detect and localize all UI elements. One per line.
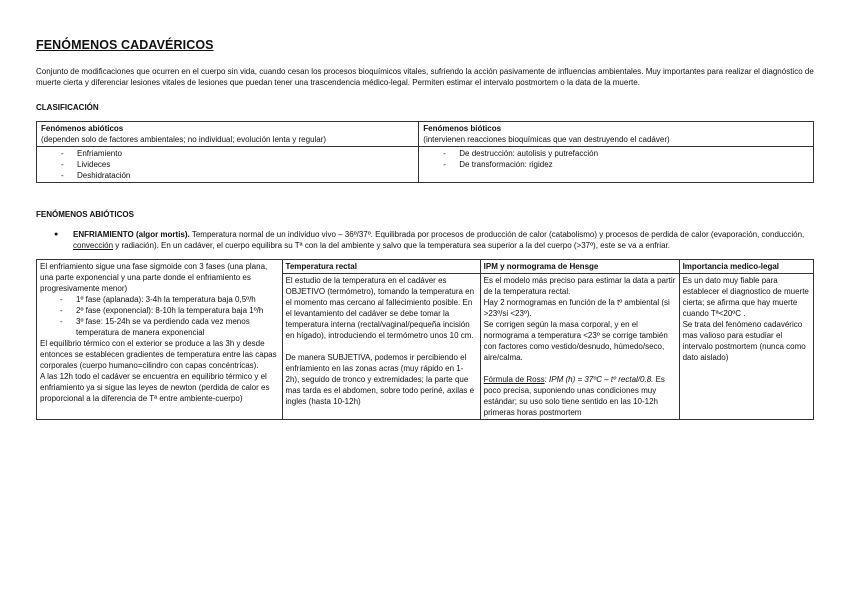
ross-formula-rest: Es poco precisa, suponiendo unas condiciones muy estándar; su uso solo tiene sentido en las 10-12h primeras horas postmortem bbox=[483, 375, 665, 417]
enfriamiento-item bbox=[73, 229, 814, 251]
table-row bbox=[37, 260, 814, 274]
list-item: - 3º fase: 15-24h se va perdiendo cada vez menos temperatura de manera exponencial bbox=[60, 316, 279, 338]
importancia-cell bbox=[679, 274, 813, 420]
abioticos-bullet-list bbox=[36, 229, 814, 251]
table-row bbox=[37, 147, 814, 183]
ipm-paragraph-1: Es el modelo más preciso para estimar la data a partir de la temperatura rectal. bbox=[483, 276, 676, 296]
bioticos-list-cell bbox=[419, 147, 814, 183]
bioticos-title: Fenómenos bióticos bbox=[423, 124, 502, 133]
abioticos-heading: FENÓMENOS ABIÓTICOS bbox=[36, 210, 134, 219]
enfriamiento-text-1: Temperatura normal de un individuo vivo – 36º/37º. Equilibrada por procesos de producción de calor (catabolismo) y procesos de perdida de calor (evaporación, conducción, bbox=[189, 230, 805, 239]
list-item: - Livideces bbox=[61, 159, 414, 170]
clasificacion-heading: CLASIFICACIÓN bbox=[36, 103, 99, 112]
abioticos-header-cell bbox=[37, 122, 419, 147]
bioticos-list bbox=[423, 148, 809, 170]
enfriamiento-label: ENFRIAMIENTO (algor mortis). bbox=[73, 230, 190, 239]
doce-horas-paragraph: A las 12h todo el cadáver se encuentra en equilibrio térmico y el enfriamiento ya si sigue las leyes de newton (perdida de calor es proporcional a la diferencia de Tª entre ambiente-cuerpo) bbox=[40, 372, 270, 403]
sigmoide-cell bbox=[37, 260, 283, 420]
ipm-paragraph-2: Hay 2 normogramas en función de la tº ambiental (si >23º/si <23º). bbox=[483, 298, 670, 318]
conveccion-link: convección bbox=[73, 241, 114, 250]
ipm-paragraph-3: Se corrigen según la masa corporal, y en el normograma a temperatura <23º se corrige también con factores como vestido/desnudo, húmedo/seco, aire/calma. bbox=[483, 320, 668, 362]
document-page bbox=[36, 38, 814, 420]
bioticos-header-cell bbox=[419, 122, 814, 147]
importancia-paragraph-2: Se trata del fenómeno cadavérico mas valioso para estudiar el intervalo postmortem (nunca como dato aislado) bbox=[682, 320, 806, 362]
list-item: - Deshidratación bbox=[61, 170, 414, 181]
abioticos-list bbox=[41, 148, 414, 181]
abioticos-subtitle: (dependen solo de factores ambientales; no individual; evolución lenta y regular) bbox=[41, 135, 327, 144]
enfriamiento-detail-table bbox=[36, 259, 814, 420]
abioticos-list-cell bbox=[37, 147, 419, 183]
subjetiva-paragraph: De manera SUBJETIVA, podemos ir percibiendo el enfriamiento en las zonas acras (muy rápido en 1-2h), seguido de tronco y extremidades; la parte que mas tarda es el abdomen, sobre todo periné, axilas e ingles (hasta 10-12h) bbox=[285, 353, 475, 406]
objetivo-paragraph: El estudio de la temperatura en el cadáver es OBJETIVO (termómetro), tomando la temperatura en el momento mas cercano al fallecimiento posible. En el levantamiento del cadáver se debe tomar la temperatura interna (rectal/vaginal/pequeña incisión en hígado), introduciendo el termómetro unos 10 cm. bbox=[285, 276, 475, 340]
list-item: - De transformación: rigidez bbox=[443, 159, 809, 170]
temperatura-rectal-cell bbox=[282, 274, 480, 420]
importancia-header: Importancia medico-legal bbox=[679, 260, 813, 274]
phases-list bbox=[40, 294, 279, 338]
clasificacion-table bbox=[36, 121, 814, 183]
list-item: - 2º fase (exponencial): 8-10h la temperatura baja 1º/h bbox=[60, 305, 279, 316]
list-item: - 1º fase (aplanada): 3-4h la temperatura baja 0,5º/h bbox=[60, 294, 279, 305]
intro-paragraph: Conjunto de modificaciones que ocurren en el cuerpo sin vida, cuando cesan los procesos bioquímicos vitales, sufriendo la acción pasivamente de influencias ambientales. Muy importantes para realizar el diagnóstico de muerte cierta y diferenciar lesiones vitales de lesiones que puedan tener una trascendencia médico-legal. Permiten estimar el intervalo postmortem o la data de la muerte. bbox=[36, 67, 814, 87]
page-title: FENÓMENOS CADAVÉRICOS bbox=[36, 38, 214, 52]
ross-formula-paragraph: Fórmula de Ross: IPM (h) = 37ºC – tº rectal/0.8. Es poco precisa, suponiendo unas condiciones muy estándar; su uso solo tiene sentido en las 10-12h primeras horas postmortem bbox=[483, 375, 665, 417]
ross-formula: IPM (h) = 37ºC – tº rectal/0.8. bbox=[549, 375, 654, 384]
list-item: - De destrucción: autolisis y putrefacción bbox=[443, 148, 809, 159]
abioticos-title: Fenómenos abióticos bbox=[41, 124, 124, 133]
ipm-header: IPM y normograma de Hensge bbox=[480, 260, 679, 274]
ross-formula-label: Fórmula de Ross bbox=[483, 375, 545, 384]
bioticos-subtitle: (intervienen reacciones bioquímicas que van destruyendo el cadáver) bbox=[423, 135, 670, 144]
ipm-cell bbox=[480, 274, 679, 420]
temperatura-rectal-header: Temperatura rectal bbox=[282, 260, 480, 274]
equilibrio-paragraph: El equilibrio térmico con el exterior se produce a las 3h y desde entonces se establecen gradientes de temperatura entre las capas corporales (cuerpo humano=cilindro con capas concéntricas). bbox=[40, 339, 277, 370]
sigmoide-intro: El enfriamiento sigue una fase sigmoide con 3 fases (una plana, una parte exponencial y una parte donde el enfriamiento es progresivamente menor) bbox=[40, 262, 268, 293]
importancia-paragraph-1: Es un dato muy fiable para establecer el diagnostico de muerte cierta; se afirma que hay muerte cuando Tª<20ºC . bbox=[682, 276, 809, 318]
enfriamiento-text-2: y radiación). En un cadáver, el cuerpo equilibra su Tª con la del ambiente y salvo que la temperatura sea superior a la del cuerpo (>37º), este se va a enfriar. bbox=[113, 241, 670, 250]
table-row bbox=[37, 122, 814, 147]
list-item: - Enfriamiento bbox=[61, 148, 414, 159]
